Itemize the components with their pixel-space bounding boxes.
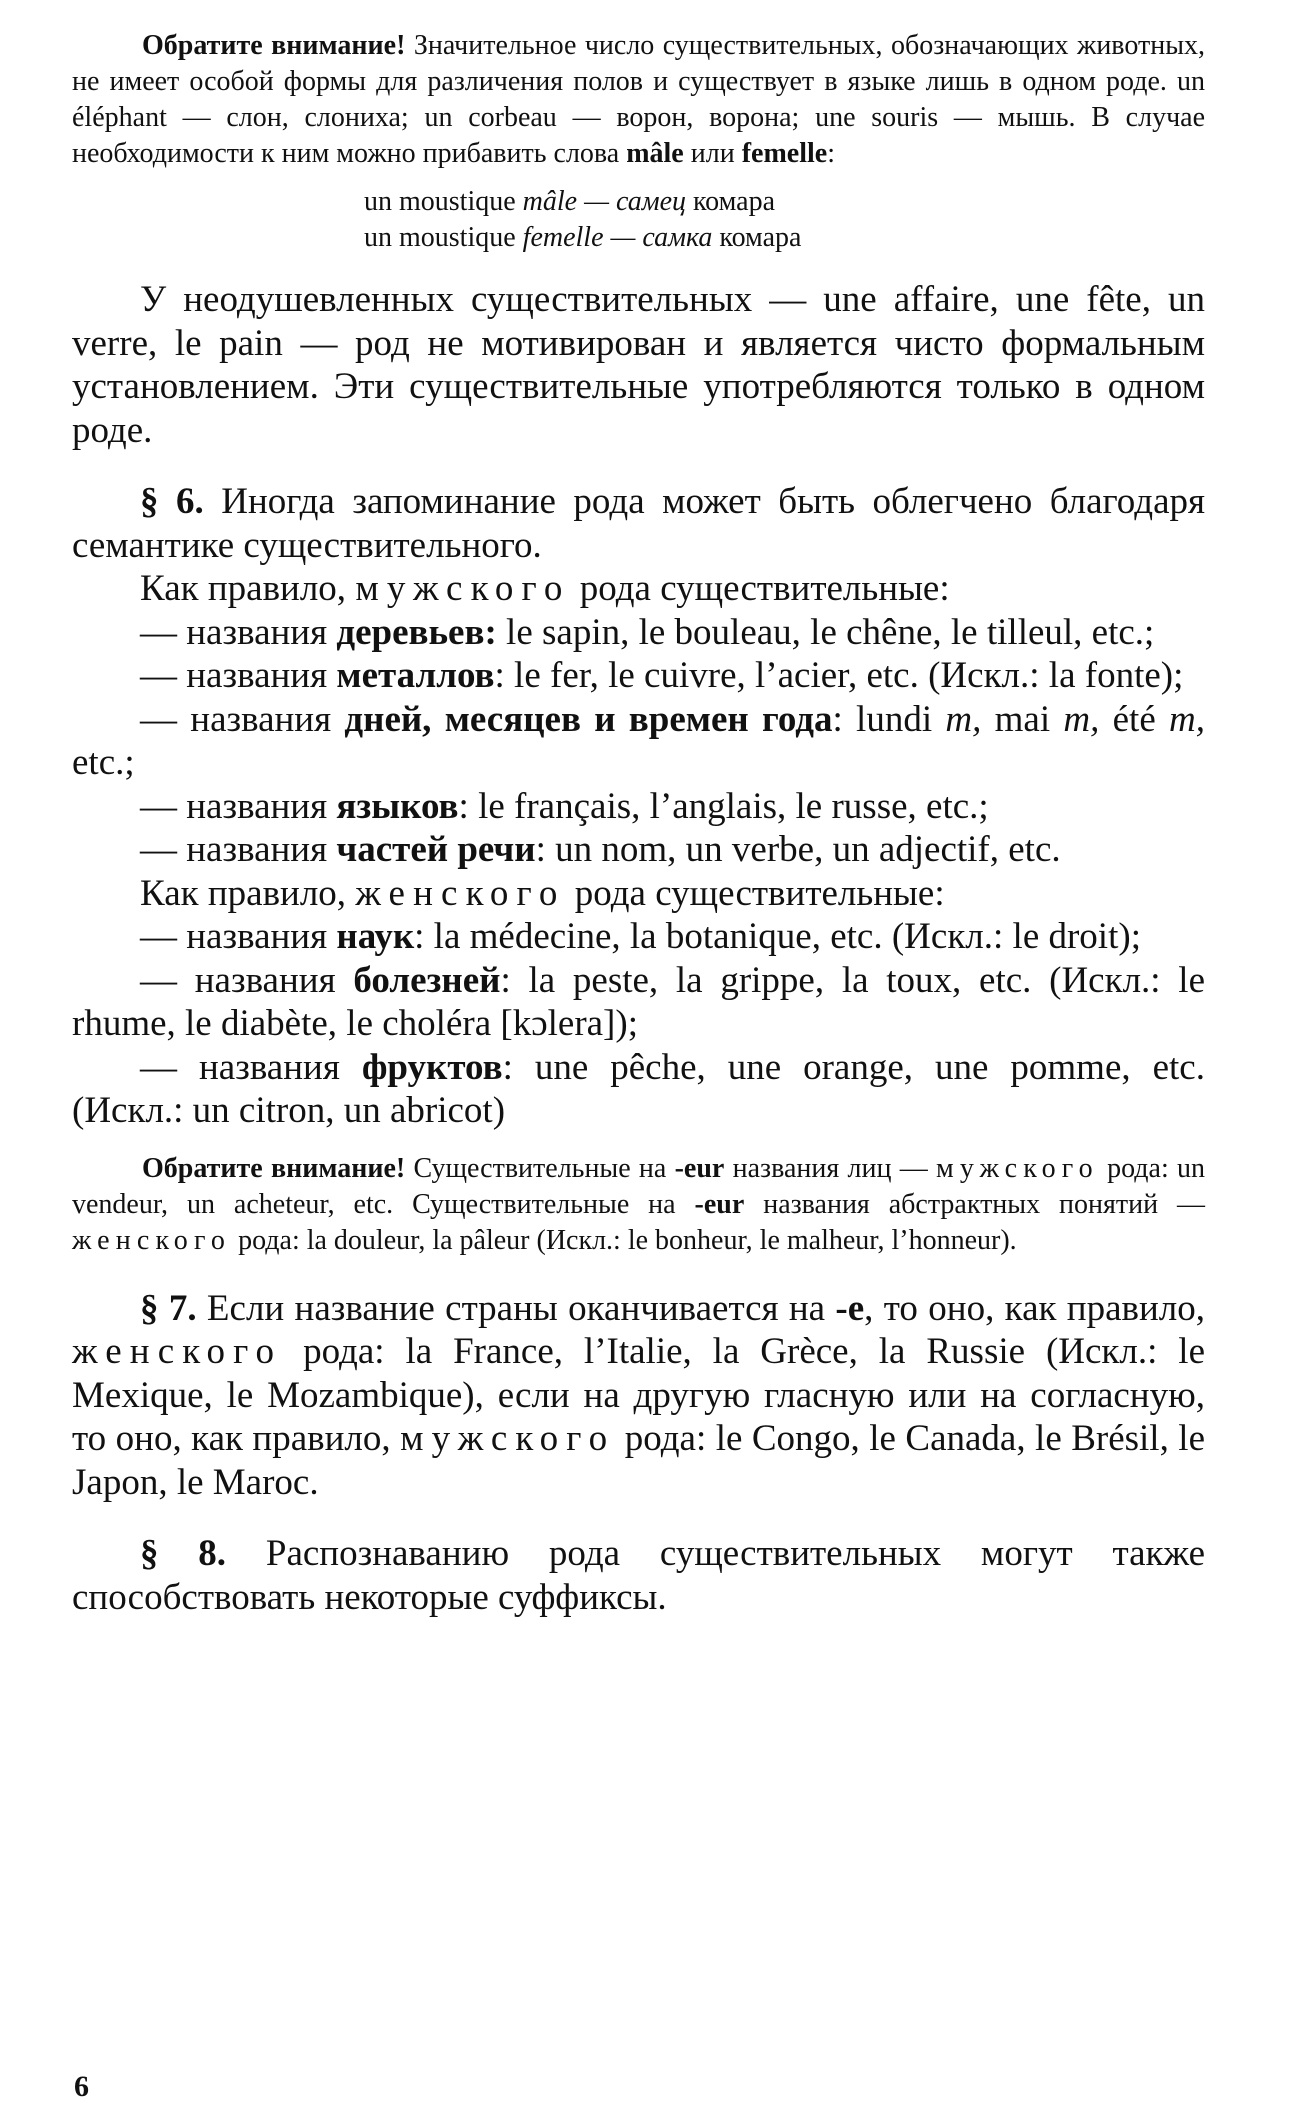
section-7: § 7. Если название страны оканчивается на -e, то оно, как правило, женского рода: la France, l’Italie, la Grèce, la Russie (Искл.: le Mexique, le Mozambique), если на другую гласную или на согласную, то оно, как правило, мужского рода: le Congo, le Canada, le Brésil, le Japon, le Maroc. — [72, 1287, 1206, 1503]
list-item-diseases: — названия болезней: la peste, la grippe, la toux, etc. (Искл.: le rhume, le diabète, le choléra [kɔlera]); — [72, 959, 1205, 1044]
example-line: un moustique femelle — самка комара — [364, 222, 802, 253]
note-animals: Обратите внимание! Значительное число существительных, обозначающих животных, не имеет особой формы для различения полов и существует в языке лишь в одном роде. un éléphant — слон, слониха; un corbeau — ворон, ворона; une souris — мышь. В случае необходимости к ним можно прибавить слова mâle или femelle: — [72, 30, 1206, 169]
example-line: un moustique mâle — самец комара — [364, 186, 776, 217]
list-item-trees: — названия деревьев: le sapin, le bouleau, le chêne, le tilleul, etc.; — [140, 611, 1155, 653]
section-number: § 7. — [140, 1287, 197, 1329]
section-8: § 8. Распознаванию рода существительных могут также способствовать некоторые суффиксы. — [72, 1533, 1206, 1618]
list-item-parts-of-speech: — названия частей речи: un nom, un verbe, un adjectif, etc. — [140, 829, 1061, 870]
note-lead: Обратите внимание! — [142, 1152, 406, 1184]
list-item-languages: — названия языков: le français, l’anglais, le russe, etc.; — [140, 785, 989, 827]
section-6: § 6. Иногда запоминание рода может быть облегчено благодаря семантике существительного. — [72, 481, 1206, 566]
main-text — [72, 278, 1205, 1133]
note-lead: Обратите внимание! — [142, 30, 406, 61]
section-number: § 8. — [140, 1533, 227, 1574]
example-lines — [364, 184, 1205, 256]
feminine-intro: Как правило, женского рода существительные: — [140, 872, 945, 914]
paragraph-inanimate: У неодушевленных существительных — une affaire, une fête, un verre, le pain — род не мотивирован и является чисто формальным установлением. Эти существительные употребляются только в одном роде. — [72, 279, 1205, 451]
list-item-sciences: — названия наук: la médecine, la botanique, etc. (Искл.: le droit); — [140, 916, 1141, 957]
list-item-fruits: — названия фруктов: une pêche, une orange, une pomme, etc. (Искл.: un citron, un abricot) — [72, 1046, 1205, 1131]
section-number: § 6. — [140, 481, 204, 522]
masculine-intro: Как правило, мужского рода существительные: — [140, 568, 950, 609]
main-text-2 — [72, 1287, 1205, 1620]
list-item-metals: — названия металлов: le fer, le cuivre, l’acier, etc. (Искл.: la fonte); — [140, 655, 1184, 696]
list-item-days: — названия дней, месяцев и времен года: lundi m, mai m, été m, etc.; — [72, 698, 1206, 783]
note-eur: Обратите внимание! Существительные на -eur названия лиц — мужского рода: un vendeur, un acheteur, etc. Существительные на -eur названия абстрактных понятий — женского рода: la douleur, la pâleur (Искл.: le bonheur, le malheur, l’honneur). — [72, 1152, 1206, 1256]
page-number: 6 — [74, 2070, 89, 2103]
